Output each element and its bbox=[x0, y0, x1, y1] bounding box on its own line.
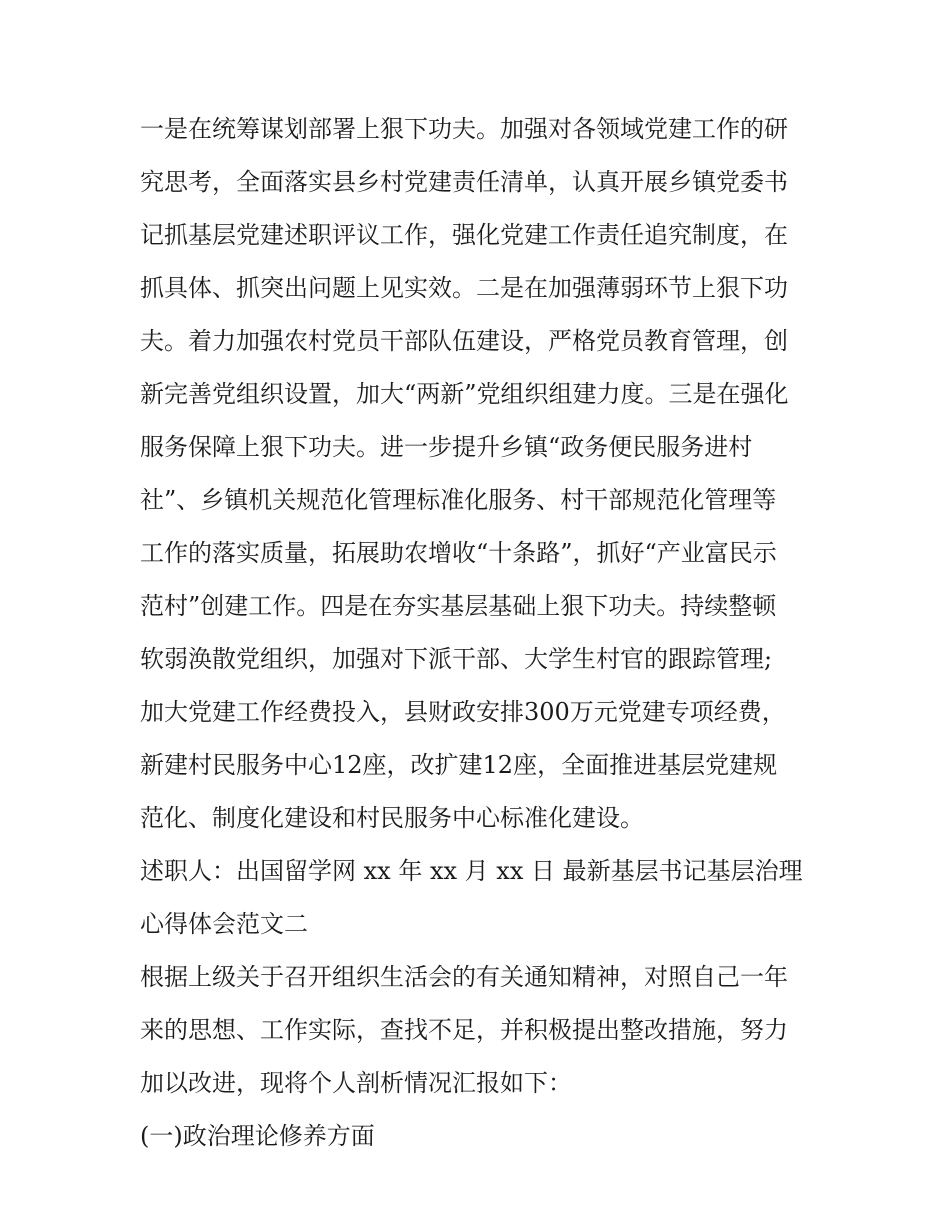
text-line: 记抓基层党建述职评议工作，强化党建工作责任追究制度，在 bbox=[140, 221, 788, 249]
section-heading: 心得体会范文二 bbox=[140, 910, 308, 938]
text-line: 来的思想、工作实际，查找不足，并积极提出整改措施，努力 bbox=[140, 1016, 788, 1044]
text-line: 一是在统筹谋划部署上狠下功夫。加强对各领域党建工作的研 bbox=[140, 115, 788, 143]
text-line: 范化、制度化建设和村民服务中心标准化建设。 bbox=[140, 804, 644, 832]
text-line: 根据上级关于召开组织生活会的有关通知精神，对照自己一年 bbox=[140, 963, 788, 991]
text-line: 加以改进，现将个人剖析情况汇报如下： bbox=[140, 1069, 572, 1097]
text-line: 夫。着力加强农村党员干部队伍建设，严格党员教育管理，创 bbox=[140, 327, 788, 355]
text-line: 新完善党组织设置，加大“两新”党组织组建力度。三是在强化 bbox=[140, 380, 789, 408]
text-line: 抓具体、抓突出问题上见实效。二是在加强薄弱环节上狠下功 bbox=[140, 274, 788, 302]
subsection-heading: (一)政治理论修养方面 bbox=[140, 1122, 375, 1150]
text-line: 究思考，全面落实县乡村党建责任清单，认真开展乡镇党委书 bbox=[140, 168, 788, 196]
text-line: 社”、乡镇机关规范化管理标准化服务、村干部规范化管理等 bbox=[140, 486, 777, 514]
signature-line: 述职人：出国留学网 xx 年 xx 月 xx 日 最新基层书记基层治理 bbox=[140, 857, 803, 885]
text-line: 加大党建工作经费投入，县财政安排300万元党建专项经费， bbox=[140, 698, 786, 726]
text-line: 范村”创建工作。四是在夯实基层基础上狠下功夫。持续整顿 bbox=[140, 592, 777, 620]
text-line: 软弱涣散党组织，加强对下派干部、大学生村官的跟踪管理; bbox=[140, 645, 773, 673]
text-line: 新建村民服务中心12座，改扩建12座，全面推进基层党建规 bbox=[140, 751, 778, 779]
text-line: 服务保障上狠下功夫。进一步提升乡镇“政务便民服务进村 bbox=[140, 433, 753, 461]
document-body bbox=[140, 110, 820, 1155]
text-line: 工作的落实质量，拓展助农增收“十条路”，抓好“产业富民示 bbox=[140, 539, 777, 567]
